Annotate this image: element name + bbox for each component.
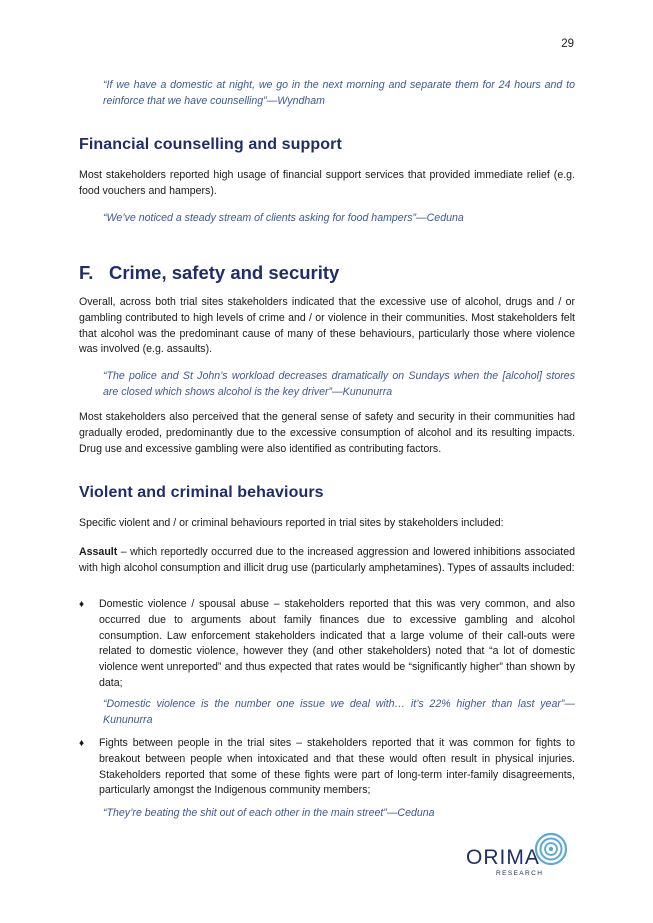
section-title: Crime, safety and security [109,262,340,283]
assault-text: – which reportedly occurred due to the increased aggression and lowered inhibitions associated with high alcohol consumption and illicit drug use (particularly amphetamines). Types of assaults included: [79,546,575,574]
heading-section-f [79,262,339,284]
logo-subtitle: RESEARCH [496,870,544,877]
orima-logo [466,832,576,882]
quote-kununurra-police: “The police and St John’s workload decreases dramatically on Sundays when the [alcohol] stores are closed which shows alcohol is the key driver”—Kununurra [103,370,575,398]
page-number: 29 [561,38,574,50]
paragraph-crime-overview: Overall, across both trial sites stakeholders indicated that the excessive use of alcohol, drugs and / or gambling contributed to high levels of crime and / or violence in their communities. Most stakeholders felt that alcohol was the predominant cause of many of these behaviours, particularly those where violence was involved (e.g. assaults). [79,296,575,356]
paragraph-behaviours-intro: Specific violent and / or criminal behaviours reported in trial sites by stakeholders included: [79,517,504,529]
logo-wordmark: ORIMA [466,846,540,869]
quote-ceduna-street: “They’re beating the shit out of each other in the main street”—Ceduna [103,807,435,819]
heading-violent-behaviours: Violent and criminal behaviours [79,484,324,501]
bullet-domestic-violence: Domestic violence / spousal abuse – stakeholders reported that this was very common, and also occurred due to arguments about family finances due to excessive gambling and alcohol consumption. Law enforcement stakeholders indicated that a large volume of their call-outs were related to domestic violence, however they (and other stakeholders) noted that “a lot of domestic violence went unreported” and thus expected that rates would be “significantly higher” than shown by data; [99,598,575,689]
bullet-marker: ♦ [79,738,85,749]
paragraph-safety-eroded: Most stakeholders also perceived that the general sense of safety and security in their communities had gradually eroded, predominantly due to the excessive consumption of alcohol and its resulting impacts. Drug use and excessive gambling were also identified as contributing factors. [79,411,575,455]
paragraph-financial-support: Most stakeholders reported high usage of financial support services that provided immediate relief (e.g. food vouchers and hampers). [79,169,575,197]
quote-wyndham: “If we have a domestic at night, we go in the next morning and separate them for 24 hours and to reinforce that we have counselling”—Wyndham [103,79,575,107]
bullet-marker: ♦ [79,599,85,610]
bullet-fights: Fights between people in the trial sites – stakeholders reported that it was common for fights to breakout between people when intoxicated and that these would often result in physical injuries. Stakeholders reported that some of these fights were part of long-term inter-family disagreements, particularly amongst the Indigenous community members; [99,737,575,797]
quote-kununurra-domestic: “Domestic violence is the number one issue we deal with… it’s 22% higher than last year”—Kununurra [103,698,575,726]
assault-label: Assault [79,546,118,558]
heading-financial-counselling: Financial counselling and support [79,136,342,153]
section-letter: F. [79,262,94,283]
paragraph-assault [79,545,575,577]
quote-ceduna-hampers: “We’ve noticed a steady stream of clients asking for food hampers”—Ceduna [103,212,464,224]
